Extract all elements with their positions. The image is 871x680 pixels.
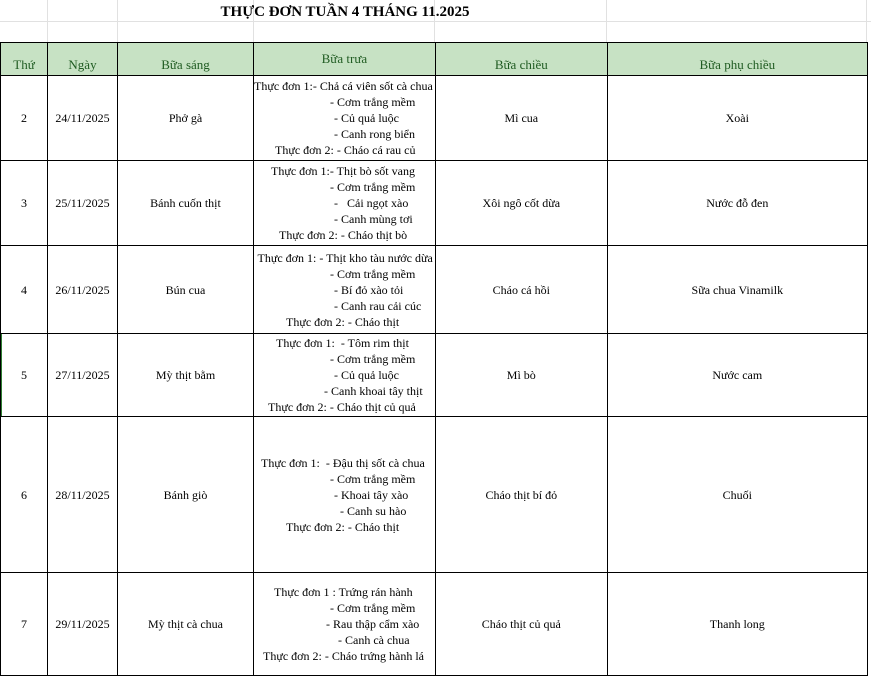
lunch-line: - Cơm trắng mềm [330, 352, 416, 366]
cell-afternoon[interactable]: Mì bò [435, 334, 607, 417]
lunch-line: - Rau thập cẩm xào [326, 617, 420, 631]
cell-date[interactable]: 29/11/2025 [48, 573, 118, 676]
cell-breakfast[interactable]: Mỳ thịt cà chua [118, 573, 254, 676]
header-breakfast[interactable]: Bữa sáng [118, 43, 254, 76]
cell-snack[interactable]: Nước đỗ đen [607, 161, 867, 246]
cell-afternoon[interactable]: Cháo thịt bí đỏ [435, 417, 607, 573]
cell-day[interactable]: 4 [1, 246, 48, 334]
page-title: THỰC ĐƠN TUẦN 4 THÁNG 11.2025 [220, 4, 470, 20]
lunch-line: - Cơm trắng mềm [330, 601, 416, 615]
cell-day[interactable]: 5 [1, 334, 48, 417]
cell-snack[interactable]: Sữa chua Vinamilk [607, 246, 867, 334]
header-date[interactable]: Ngày [48, 43, 118, 76]
cell-lunch[interactable] [254, 417, 436, 573]
lunch-line: - Canh khoai tây thịt [324, 384, 423, 398]
lunch-line: Thực đơn 1: - Tôm rim thịt [276, 336, 409, 350]
header-afternoon[interactable]: Bữa chiều [435, 43, 607, 76]
cell-lunch[interactable] [254, 573, 436, 676]
table-row [1, 334, 868, 417]
cell-lunch[interactable] [254, 76, 436, 161]
lunch-line: - Cải ngọt xào [334, 196, 409, 210]
cell-breakfast[interactable]: Bánh giò [118, 417, 254, 573]
header-lunch[interactable]: Bữa trưa [254, 43, 436, 76]
table-row [1, 76, 868, 161]
lunch-line: - Khoai tây xào [334, 487, 409, 502]
lunch-line: - Củ quả luộc [334, 111, 399, 125]
lunch-line: - Canh cà chua [338, 633, 410, 647]
cell-lunch[interactable] [254, 334, 436, 417]
header-snack[interactable]: Bữa phụ chiều [607, 43, 867, 76]
header-day[interactable]: Thứ [1, 43, 48, 76]
cell-date[interactable]: 24/11/2025 [48, 76, 118, 161]
cell-date[interactable]: 28/11/2025 [48, 417, 118, 573]
cell-snack[interactable]: Xoài [607, 76, 867, 161]
menu-table [0, 42, 868, 676]
lunch-line: Thực đơn 1: - Đậu thị sốt cà chua [261, 455, 425, 470]
cell-lunch[interactable] [254, 161, 436, 246]
table-row [1, 573, 868, 676]
cell-date[interactable]: 25/11/2025 [48, 161, 118, 246]
cell-snack[interactable]: Chuối [607, 417, 867, 573]
cell-day[interactable]: 6 [1, 417, 48, 573]
lunch-line: Thực đơn 1 : Trứng rán hành [274, 585, 413, 599]
cell-afternoon[interactable]: Xôi ngô cốt dừa [435, 161, 607, 246]
cell-afternoon[interactable]: Cháo cá hồi [435, 246, 607, 334]
cell-afternoon[interactable]: Mì cua [435, 76, 607, 161]
cell-breakfast[interactable]: Mỳ thịt bằm [118, 334, 254, 417]
lunch-line: - Canh su hào [340, 503, 407, 518]
lunch-line: - Cơm trắng mềm [330, 471, 416, 486]
cell-date[interactable]: 27/11/2025 [48, 334, 118, 417]
table-row [1, 246, 868, 334]
cell-lunch[interactable] [254, 246, 436, 334]
lunch-line: - Củ quả luộc [334, 368, 399, 382]
lunch-line: Thực đơn 1:- Thịt bò sốt vang [271, 164, 415, 178]
lunch-line: Thực đơn 2: - Cháo thịt [286, 314, 400, 329]
cell-date[interactable]: 26/11/2025 [48, 246, 118, 334]
cell-snack[interactable]: Thanh long [607, 573, 867, 676]
cell-day[interactable]: 2 [1, 76, 48, 161]
cell-afternoon[interactable]: Cháo thịt củ quả [435, 573, 607, 676]
table-row [1, 161, 868, 246]
lunch-line: Thực đơn 2: - Cháo thịt củ quả [268, 400, 416, 414]
cell-breakfast[interactable]: Bánh cuốn thịt [118, 161, 254, 246]
lunch-line: Thực đơn 2: - Cháo thịt bò [279, 228, 408, 242]
sheet-gridline [866, 0, 867, 42]
lunch-line: - Cơm trắng mềm [330, 180, 416, 194]
lunch-line: Thực đơn 2: - Cháo cá rau củ [275, 143, 416, 157]
lunch-line: - Bí đỏ xào tỏi [334, 282, 404, 297]
lunch-line: Thực đơn 1: - Thịt kho tàu nước dừa [257, 250, 433, 265]
lunch-line: - Canh mùng tơi [334, 212, 413, 226]
lunch-line: Thực đơn 1:- Chả cá viên sốt cà chua [254, 79, 433, 93]
lunch-line: - Cơm trắng mềm [330, 95, 416, 109]
lunch-line: - Canh rong biển [334, 127, 415, 141]
cell-breakfast[interactable]: Bún cua [118, 246, 254, 334]
table-row [1, 417, 868, 573]
cell-snack[interactable]: Nước cam [607, 334, 867, 417]
lunch-line: - Canh rau cải cúc [334, 298, 422, 313]
cell-day[interactable]: 7 [1, 573, 48, 676]
lunch-line: - Cơm trắng mềm [330, 266, 416, 281]
header-row [1, 43, 868, 76]
lunch-line: Thực đơn 2: - Cháo trứng hành lá [263, 649, 424, 663]
cell-day[interactable]: 3 [1, 161, 48, 246]
lunch-line: Thực đơn 2: - Cháo thịt [286, 519, 400, 534]
cell-breakfast[interactable]: Phở gà [118, 76, 254, 161]
